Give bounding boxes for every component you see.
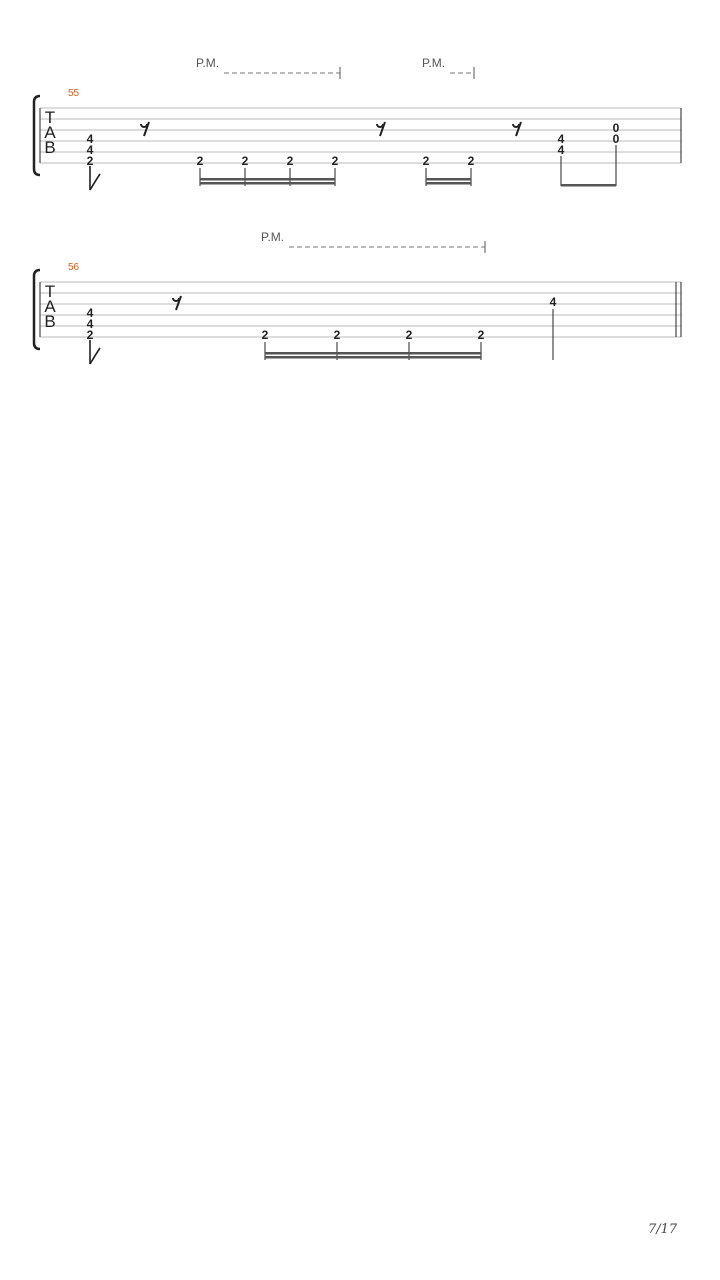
fret-number: 4 [86, 143, 94, 157]
fret-number: 2 [261, 328, 269, 342]
fret-number: 4 [86, 317, 94, 331]
beam [426, 178, 471, 181]
fret-number: 2 [333, 328, 341, 342]
beam [426, 182, 471, 185]
note-stem-flag [90, 340, 100, 364]
system-bracket [34, 96, 40, 175]
fret-number: 4 [86, 306, 94, 320]
tab-clef-letter: B [44, 312, 56, 331]
fret-number: 2 [422, 154, 430, 168]
fret-number: 4 [557, 143, 565, 157]
tab-clef-letter: A [44, 123, 56, 142]
fret-number: 4 [549, 295, 557, 309]
fret-number: 2 [196, 154, 204, 168]
tab-clef-letter: T [44, 282, 56, 301]
measure-number: 55 [68, 88, 80, 99]
tab-staff-system [34, 230, 681, 364]
beam [265, 352, 481, 355]
measure-number: 56 [68, 262, 80, 273]
tab-staff-system [34, 56, 681, 190]
beam [200, 178, 335, 181]
fret-number: 2 [86, 154, 94, 168]
fret-number: 0 [612, 121, 620, 135]
fret-number: 0 [612, 132, 620, 146]
fret-number: 2 [405, 328, 413, 342]
tab-clef-letter: A [44, 297, 56, 316]
fret-number: 4 [86, 132, 94, 146]
page-number: 7/17 [648, 1222, 678, 1237]
palm-mute-label: P.M. [422, 56, 446, 70]
beam [561, 184, 616, 187]
fret-number: 2 [86, 328, 94, 342]
fret-number: 2 [241, 154, 249, 168]
fret-number: 2 [331, 154, 339, 168]
fret-number: 2 [467, 154, 475, 168]
eighth-rest [377, 122, 385, 136]
tab-clef-letter: T [44, 108, 56, 127]
beam [200, 182, 335, 185]
fret-number: 2 [477, 328, 485, 342]
tab-clef-letter: B [44, 138, 56, 157]
eighth-rest [141, 122, 149, 136]
palm-mute-label: P.M. [196, 56, 220, 70]
fret-number: 2 [286, 154, 294, 168]
note-stem-flag [90, 166, 100, 190]
palm-mute-label: P.M. [261, 230, 285, 244]
beam [265, 356, 481, 359]
system-bracket [34, 270, 40, 349]
fret-number: 4 [557, 132, 565, 146]
eighth-rest [173, 296, 181, 310]
eighth-rest [513, 122, 521, 136]
